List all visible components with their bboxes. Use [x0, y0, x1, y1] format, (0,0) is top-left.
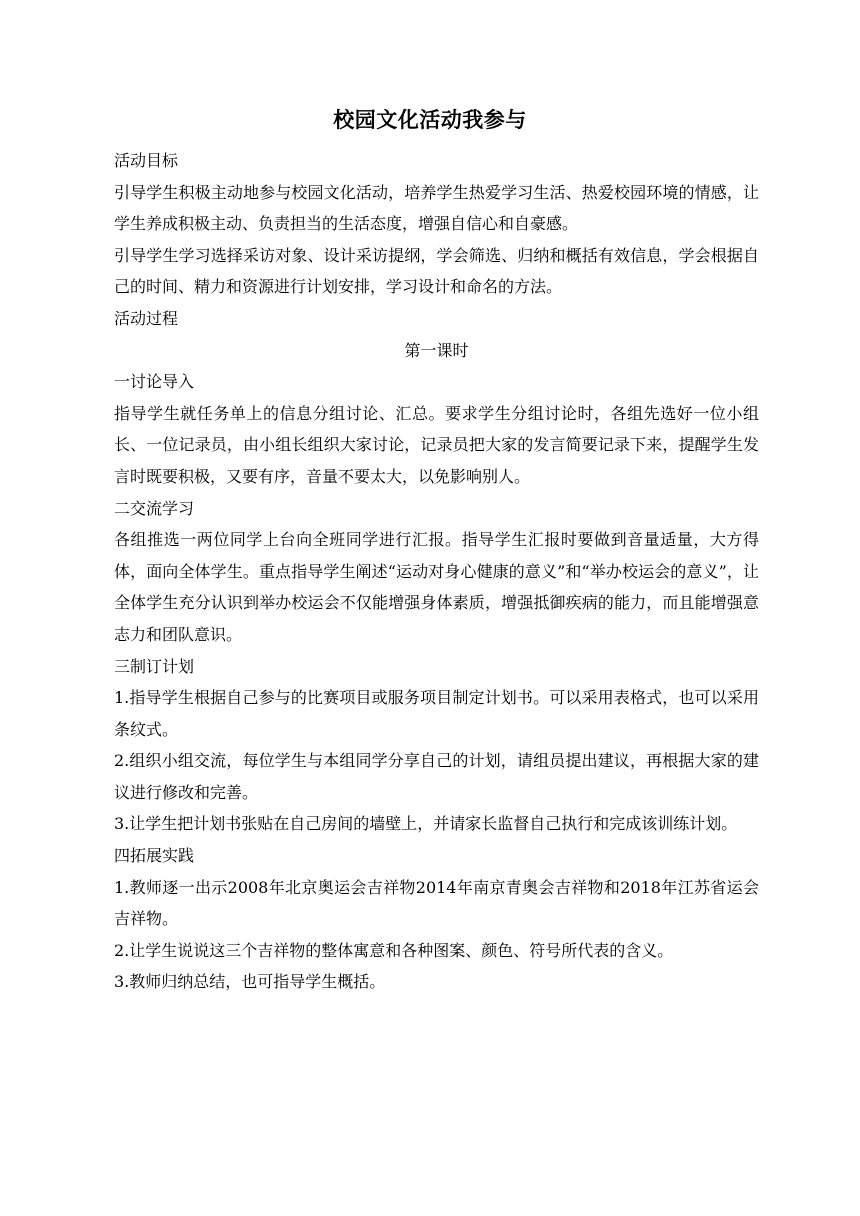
step-heading-2: 二交流学习: [114, 498, 195, 518]
paragraph-goal-1: 引导学生积极主动地参与校园文化活动，培养学生热爱学习生活、热爱校园环境的情感，让学生养成积极主动、负责担当的生活态度，增强自信心和自豪感。: [114, 182, 759, 234]
paragraph-goal-2: 引导学生学习选择采访对象、设计采访提纲，学会筛选、归纳和概括有效信息，学会根据自己的时间、精力和资源进行计划安排，学习设计和命名的方法。: [114, 245, 759, 297]
list-item-plan-2: 2.组织小组交流，每位学生与本组同学分享自己的计划，请组员提出建议，再根据大家的建议进行修改和完善。: [114, 751, 759, 802]
list-item-plan-1: 1.指导学生根据自己参与的比赛项目或服务项目制定计划书。可以采用表格式，也可以采用条纹式。: [114, 688, 759, 739]
list-item-practice-1: 1.教师逐一出示2008年北京奥运会吉祥物2014年南京青奥会吉祥物和2018年江苏省运会吉祥物。: [114, 877, 759, 929]
paragraph-step-1: 指导学生就任务单上的信息分组讨论、汇总。要求学生分组讨论时，各组先选好一位小组长、一位记录员，由小组长组织大家讨论，记录员把大家的发言简要记录下来，提醒学生发言时既要积极，又要有序，音量不要太大，以免影响别人。: [114, 403, 759, 486]
list-item-practice-2: 2.让学生说说这三个吉祥物的整体寓意和各种图案、颜色、符号所代表的含义。: [114, 940, 674, 960]
list-item-plan-3: 3.让学生把计划书张贴在自己房间的墙壁上，并请家长监督自己执行和完成该训练计划。: [114, 814, 738, 834]
document-body: [114, 145, 759, 998]
lesson-heading: 第一课时: [404, 340, 469, 360]
section-heading-goals: 活动目标: [114, 151, 179, 170]
paragraph-step-2: 各组推选一两位同学上台向全班同学进行汇报。指导学生汇报时要做到音量适量，大方得体，面向全体学生。重点指导学生阐述“运动对身心健康的意义”和“举办校运会的意义”，让全体学生充分认识到举办校运会不仅能增强身体素质，增强抵御疾病的能力，而且能增强意志力和团队意识。: [114, 530, 759, 644]
step-heading-1: 一讨论导入: [114, 372, 195, 392]
section-heading-process: 活动过程: [114, 308, 179, 328]
step-heading-4: 四拓展实践: [114, 846, 195, 866]
step-heading-3: 三制订计划: [114, 656, 195, 676]
document-title: 校园文化活动我参与: [333, 107, 527, 132]
list-item-practice-3: 3.教师归纳总结，也可指导学生概括。: [114, 972, 386, 992]
